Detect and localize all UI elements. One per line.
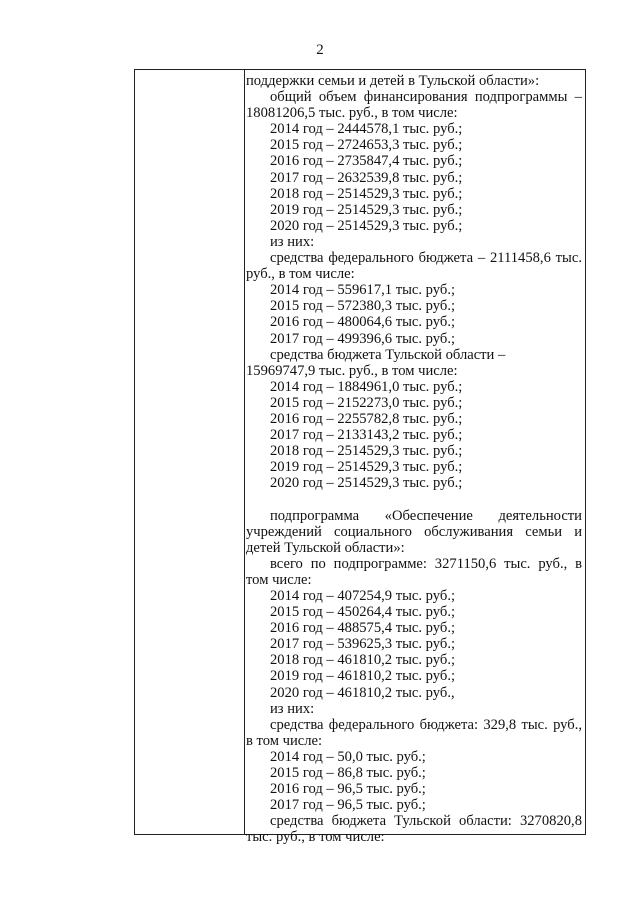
- text-line: из них:: [270, 700, 315, 717]
- text-line: 2018 год – 2514529,3 тыс. руб.;: [270, 185, 463, 202]
- text-line: 2015 год – 86,8 тыс. руб.;: [270, 765, 426, 782]
- text-line: 2020 год – 461810,2 тыс. руб.,: [270, 684, 455, 701]
- text-line: из них:: [270, 233, 315, 250]
- text-line: 2017 год – 539625,3 тыс. руб.;: [270, 636, 456, 653]
- text-line: 15969747,9 тыс. руб., в том числе:: [246, 362, 458, 379]
- text-line: 2015 год – 572380,3 тыс. руб.;: [270, 298, 456, 315]
- text-line: 2018 год – 461810,2 тыс. руб.;: [270, 652, 456, 669]
- text-line: том числе:: [246, 571, 312, 588]
- text-line: средства федерального бюджета: 329,8 тыс. руб.,: [270, 716, 582, 733]
- text-line: поддержки семьи и детей в Тульской области»:: [246, 73, 540, 89]
- table-right-cell: [246, 73, 582, 846]
- text-line: тыс. руб., в том числе:: [246, 829, 385, 846]
- text-line: 2019 год – 2514529,3 тыс. руб.;: [270, 201, 463, 218]
- text-line: руб., в том числе:: [246, 266, 355, 283]
- text-line: 2015 год – 450264,4 тыс. руб.;: [270, 604, 456, 621]
- program-table: [134, 69, 586, 846]
- text-line: средства бюджета Тульской области –: [270, 346, 506, 363]
- text-line: детей Тульской области»:: [246, 539, 405, 556]
- text-line: 2020 год – 2514529,3 тыс. руб.;: [270, 217, 463, 234]
- page-number: 2: [316, 42, 324, 58]
- text-line: 2014 год – 559617,1 тыс. руб.;: [270, 282, 456, 299]
- text-line: 2017 год – 499396,6 тыс. руб.;: [270, 330, 456, 347]
- text-line: 2014 год – 50,0 тыс. руб.;: [270, 748, 426, 765]
- text-line: 2015 год – 2724653,3 тыс. руб.;: [270, 137, 463, 154]
- table-left-cell: [135, 70, 245, 834]
- text-line: средства бюджета Тульской области: 3270820,8: [270, 813, 582, 830]
- text-line: учреждений социального обслуживания семьи и: [246, 523, 582, 540]
- text-line: 2016 год – 488575,4 тыс. руб.;: [270, 620, 456, 637]
- text-line: общий объем финансирования подпрограммы –: [270, 89, 582, 106]
- text-line: 2017 год – 2133143,2 тыс. руб.;: [270, 427, 463, 444]
- text-line: 2019 год – 461810,2 тыс. руб.;: [270, 668, 456, 685]
- text-line: 2015 год – 2152273,0 тыс. руб.;: [270, 394, 463, 411]
- text-line: 2018 год – 2514529,3 тыс. руб.;: [270, 443, 463, 460]
- text-line: в том числе:: [246, 732, 323, 749]
- text-line: 2016 год – 2735847,4 тыс. руб.;: [270, 153, 463, 170]
- text-line: 2020 год – 2514529,3 тыс. руб.;: [270, 475, 463, 492]
- text-line: 2014 год – 1884961,0 тыс. руб.;: [270, 378, 463, 395]
- text-line: средства федерального бюджета – 2111458,6 тыс.: [270, 250, 582, 267]
- text-line: 2019 год – 2514529,3 тыс. руб.;: [270, 459, 463, 476]
- text-line: подпрограмма «Обеспечение деятельности: [270, 507, 582, 524]
- text-line: 2016 год – 96,5 тыс. руб.;: [270, 781, 426, 798]
- blank-line: [246, 491, 582, 507]
- text-line: всего по подпрограмме: 3271150,6 тыс. руб., в: [270, 555, 582, 572]
- text-line: 2017 год – 2632539,8 тыс. руб.;: [270, 169, 463, 186]
- text-line: 18081206,5 тыс. руб., в том числе:: [246, 105, 458, 122]
- text-line: 2017 год – 96,5 тыс. руб.;: [270, 797, 426, 814]
- text-line: 2016 год – 480064,6 тыс. руб.;: [270, 314, 456, 331]
- text-line: 2016 год – 2255782,8 тыс. руб.;: [270, 410, 463, 427]
- text-line: 2014 год – 407254,9 тыс. руб.;: [270, 588, 456, 604]
- text-line: 2014 год – 2444578,1 тыс. руб.;: [270, 121, 463, 138]
